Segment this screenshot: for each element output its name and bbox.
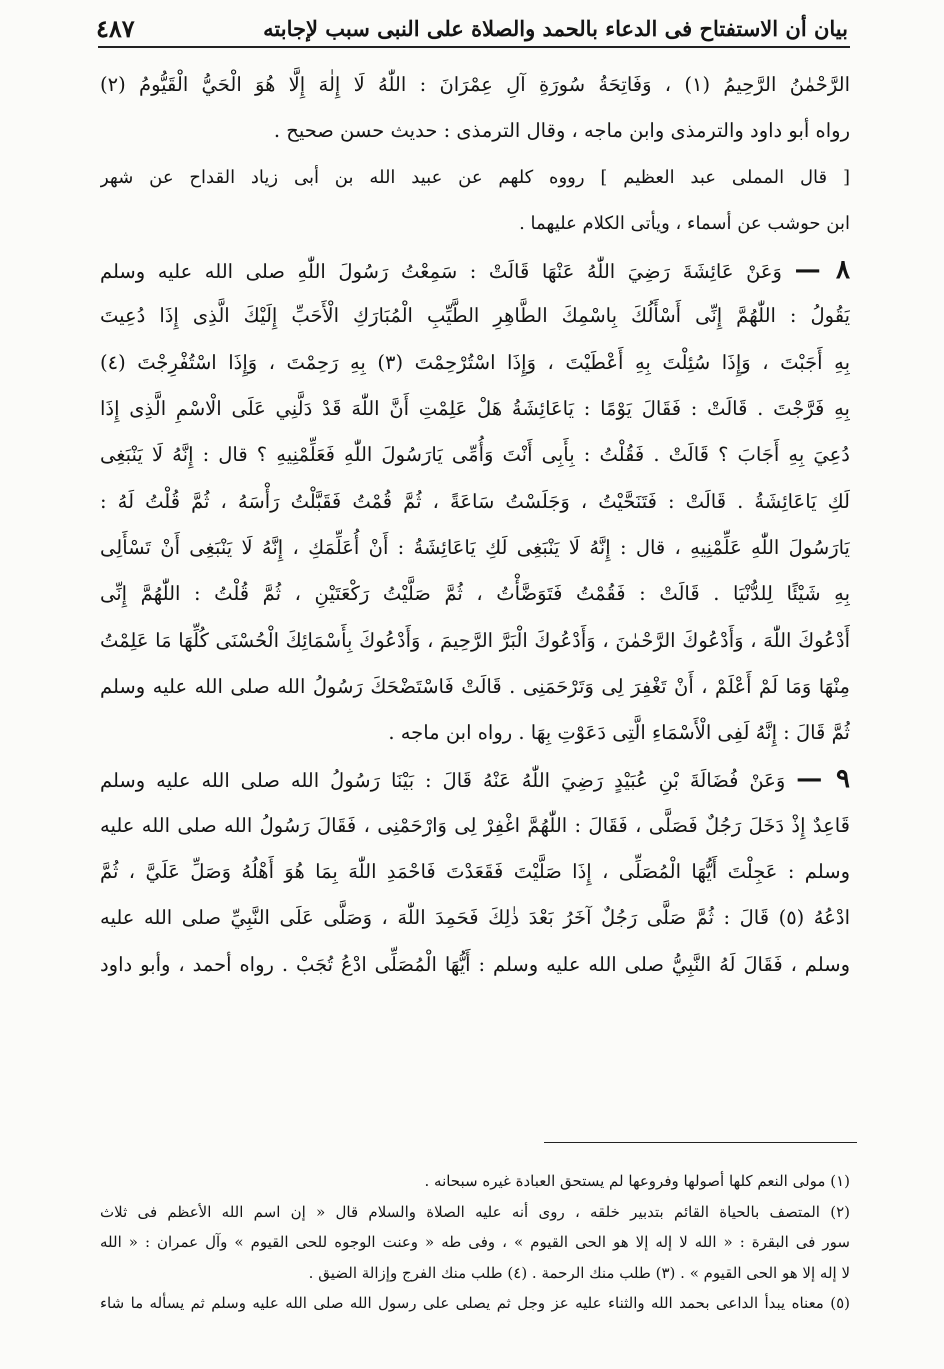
- footnote-line: (٢) المتصف بالحياة القائم بتدبير خلقه ، روى أنه عليه الصلاة والسلام قال « إن اسم الله الأعظم فى ثلاث: [100, 1202, 850, 1221]
- text-line: بِهِ أَجَبْتَ ، وَإِذَا سُئِلْتَ بِهِ أَعْطَيْتَ ، وَإِذَا اسْتُرْحِمْتَ (٣) بِهِ رَحِمْتَ ، وَإِذَا اسْتُفْرِجْتَ (٤): [100, 350, 850, 374]
- text-line: وسلم : عَجِلْتَ أَيُّهَا الْمُصَلِّى ، إِذَا صَلَّيْتَ فَقَعَدْتَ فَاحْمَدِ اللّٰهَ بِمَا هُوَ أَهْلُهُ وَصَلِّ عَلَيَّ ، ثُمَّ: [100, 860, 850, 884]
- hadith-8-first-line: [100, 247, 850, 293]
- header-divider: [98, 46, 850, 48]
- text-line: يَارَسُولَ اللّٰهِ عَلِّمْنِيهِ ، قال : إِنَّهُ لَا يَنْبَغِى لَكِ يَاعَائِشَةُ : أَنْ أُعَلِّمَكِ ، إِنَّهُ لَا يَنْبَغِى أَنْ تَسْأَلِى: [100, 535, 850, 559]
- footnotes: [100, 1166, 850, 1319]
- text-line: بِهِ شَيْئًا لِلدُّنْيَا . قَالَتْ : فَقُمْتُ فَتَوَضَّأْتُ ، ثُمَّ صَلَّيْتُ رَكْعَتَيْنِ ، ثُمَّ قُلْتُ : اللّٰهُمَّ إِنِّى: [100, 582, 850, 606]
- footnote-divider: [544, 1142, 857, 1143]
- hadith-number: ٩ —: [796, 764, 850, 795]
- text-line: ثُمَّ قَالَ : إِنَّهُ لَفِى الْأَسْمَاءِ الَّتِى دَعَوْتِ بِهَا . رواه ابن ماجه .: [388, 721, 850, 745]
- text-line: رواه أبو داود والترمذى وابن ماجه ، وقال الترمذى : حديث حسن صحيح .: [273, 119, 850, 143]
- footnote-line: سور فى البقرة : « الله لا إله إلا هو الحى القيوم » ، وفى طه « وعنت الوجوه للحى القيوم » وآل عمران : « الله: [100, 1233, 850, 1251]
- hadith-9-first-line: [100, 756, 850, 802]
- running-header: [96, 10, 848, 46]
- text-line: بِهِ فَرَّجْتَ . قَالَتْ : فَقَالَ يَوْمًا : يَاعَائِشَةُ هَلْ عَلِمْتِ أَنَّ اللّٰهَ قَدْ دَلَّنِي عَلَى الْاسْمِ الَّذِى إِذَا: [100, 397, 850, 421]
- text-line: قَاعِدٌ إِذْ دَخَلَ رَجُلٌ فَصَلَّى ، فَقَالَ : اللّٰهُمَّ اغْفِرْ لِى وَارْحَمْنِى ، فَقَالَ رَسُولُ الله صلى الله عليه: [100, 813, 850, 837]
- footnote-line: (١) مولى النعم كلها أصولها وفروعها لم يستحق العبادة غيره سبحانه .: [424, 1172, 850, 1190]
- text-line: وسلم ، فَقَالَ لَهُ النَّبِيُّ صلى الله عليه وسلم : أَيُّهَا الْمُصَلِّى ادْعُ تُجَبْ . رواه أحمد ، وأبو داود: [100, 952, 850, 976]
- text-line: ادْعُهُ (٥) قَالَ : ثُمَّ صَلَّى رَجُلٌ آخَرُ بَعْدَ ذٰلِكَ فَحَمِدَ اللّٰهَ ، وَصَلَّى عَلَى النَّبِيِّ صلى الله عليه: [100, 906, 850, 930]
- text-line: الرَّحْمٰنُ الرَّحِيمُ (١) ، وَفَاتِحَةُ سُورَةِ آلِ عِمْرَانَ : اللّٰهُ لَا إِلٰهَ إِلَّا هُوَ الْحَيُّ الْقَيُّومُ (٢): [100, 73, 850, 96]
- text-line: ابن حوشب عن أسماء ، ويأتى الكلام عليهما .: [519, 212, 850, 234]
- page-number: ٤٨٧: [96, 13, 135, 43]
- text-line: [ قال المملى عبد العظيم ] رووه كلهم عن عبيد الله بن أبى زياد القداح عن شهر: [100, 166, 850, 188]
- chapter-title: بيان أن الاستفتاح فى الدعاء بالحمد والصلاة على النبى سبب لإجابته: [263, 15, 848, 41]
- hadith-number: ٨ —: [794, 255, 850, 286]
- text-line: مِنْهَا وَمَا لَمْ أَعْلَمْ ، أَنْ تَغْفِرَ لِى وَتَرْحَمَنِى . قَالَتْ فَاسْتَضْحَكَ رَسُولُ الله صلى الله عليه وسلم: [100, 674, 850, 698]
- main-text: [100, 62, 850, 988]
- footnote-line: لا إله إلا هو الحى القيوم » . (٣) طلب منك الرحمة . (٤) طلب منك الفرج وإزالة الضيق .: [308, 1263, 850, 1282]
- text-line: لَكِ يَاعَائِشَةُ . قَالَتْ : فَتَنَحَّيْتُ ، وَجَلَسْتُ سَاعَةً ، ثُمَّ قُمْتُ فَقَبَّلْتُ رَأْسَهُ ، ثُمَّ قُلْتُ لَهُ :: [100, 489, 850, 513]
- footnote-line: (٥) معناه يبدأ الداعى بحمد الله والثناء عليه عز وجل ثم يصلى على رسول الله صلى الله عليه وسلم ثم يسأله ما شاء: [100, 1294, 850, 1312]
- text-line: وَعَنْ عَائِشَةَ رَضِيَ اللّٰهُ عَنْهَا قَالَتْ : سَمِعْتُ رَسُولَ اللّٰهِ صلى الله عليه وسلم: [100, 260, 782, 284]
- text-line: دُعِيَ بِهِ أَجَابَ ؟ قَالَتْ . فَقُلْتُ : بِأَبِى أَنْتَ وَأُمِّى يَارَسُولَ اللّٰهِ فَعَلِّمْنِيهِ ؟ قال : إِنَّهُ لَا يَنْبَغِى: [100, 443, 850, 467]
- text-line: يَقُولُ : اللّٰهُمَّ إِنِّى أَسْأَلُكَ بِاسْمِكَ الطَّاهِرِ الطَّيِّبِ الْمُبَارَكِ الْأَحَبِّ إِلَيْكَ الَّذِى إِذَا دُعِيتَ: [100, 304, 850, 328]
- text-line: أَدْعُوكَ اللّٰهَ ، وَأَدْعُوكَ الرَّحْمٰنَ ، وَأَدْعُوكَ الْبَرَّ الرَّحِيمَ ، وَأَدْعُوكَ بِأَسْمَائِكَ الْحُسْنَى كُلِّهَا مَا عَلِمْتُ: [100, 628, 850, 652]
- text-line: وَعَنْ فُضَالَةَ بْنِ عُبَيْدٍ رَضِيَ اللّٰهُ عَنْهُ قَالَ : بَيْنَا رَسُولُ الله صلى الله عليه وسلم: [100, 769, 786, 793]
